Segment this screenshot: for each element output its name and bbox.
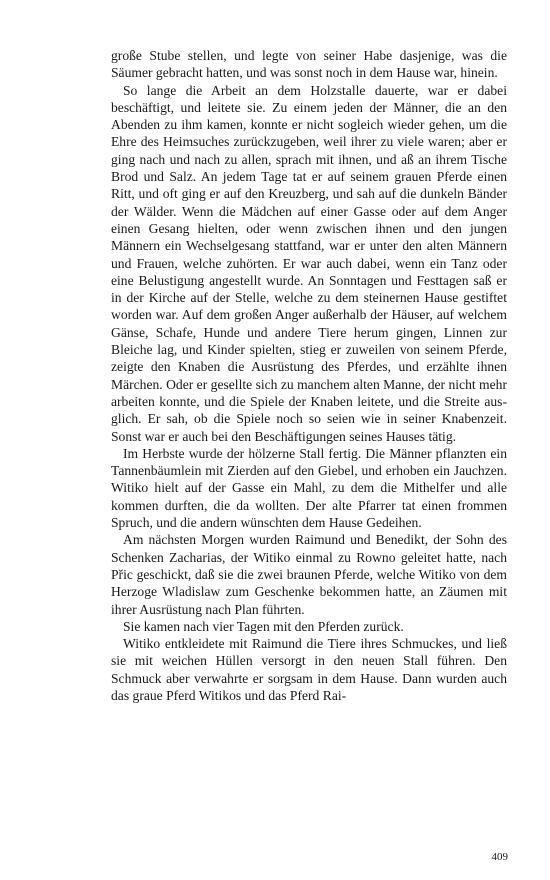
body-text	[111, 47, 507, 704]
paragraph: Witiko entkleidete mit Raimund die Tiere ihres Schmuckes, und ließ sie mit weichen Hüllen versorgt in den neuen Stall führen. Den Schmuck aber verwahrte er sorgsam in dem Hause. Dann wurden auch das graue Pferd Witikos und das Pferd Rai-	[111, 636, 507, 703]
paragraph: Im Herbste wurde der hölzerne Stall fertig. Die Männer pflanzten ein Tannenbäumlein mit Zierden auf den Giebel, und erhoben ein Jauchzen. Witiko hielt auf der Gasse ein Mahl, zu dem die Mithelfer und alle kommen durften, die da wollten. Der alte Pfarrer tat einen frommen Spruch, und die andern wünschten dem Hause Gedeihen.	[111, 445, 507, 531]
paragraph: So lange die Arbeit an dem Holzstalle dauerte, war er dabei beschäftigt, und leitete sie. Zu einem jeden der Männer, die an den Abenden zu ihm kamen, konnte er nicht sogleich wieder gehen, um die Ehre des Heimsuches zurückzugeben, weil ihrer zu viele waren; aber er ging nach und nach zu allen, sprach mit ihnen, und aß an ihrem Tische Brod und Salz. An jedem Tage tat er auf seinem grauen Pferde einen Ritt, und oft ging er auf den Kreuzberg, und sah auf die dunkeln Bänder der Wälder. Wenn die Mädchen auf einer Gasse oder auf dem Anger einen Gesang hielten, oder wenn zwischen ihnen und den jungen Männern ein Wechselgesang stattfand, war er unter den alten Männern und Frauen, welche zuhörten. Er war auch dabei, wenn ein Tanz oder eine Belustigung angestellt wurde. An Sonntagen und Festtagen saß er in der Kirche auf der Stelle, welche zu dem steinernen Hause gestiftet worden war. Auf dem großen Anger außerhalb der Häuser, auf welchem Gänse, Schafe, Hunde und andere Tiere herum gingen, Linnen zur Bleiche lag, und Kinder spielten, stieg er zuweilen von seinem Pferde, zeigte den Knaben die Ausrüstung des Pferdes, und erzählte ihnen Märchen. Oder er gesellte sich zu manchem alten Manne, der nicht mehr arbeiten konnte, und die Spiele der Knaben leitete, und die Streite ausglich. Er sah, ob die Spiele noch so seien wie in seiner Knabenzeit. Sonst war er auch bei den Beschäftigungen seines Hauses tätig.	[111, 82, 507, 444]
paragraph: Am nächsten Morgen wurden Raimund und Benedikt, der Sohn des Schenken Zacharias, der Witiko einmal zu Rowno geleitet hatte, nach Přic geschickt, daß sie die zwei braunen Pferde, welche Witiko von dem Herzoge Wladislaw zum Geschenke bekommen hatte, an Zäumen mit ihrer Ausrüstung nach Plan führten.	[111, 532, 507, 617]
page-number: 409	[491, 851, 508, 863]
paragraph: große Stube stellen, und legte von seiner Habe dasjenige, was die Säumer gebracht hatten, und was sonst noch in dem Hause war, hinein.	[111, 48, 507, 81]
paragraph: Sie kamen nach vier Tagen mit den Pferden zurück.	[123, 618, 404, 634]
